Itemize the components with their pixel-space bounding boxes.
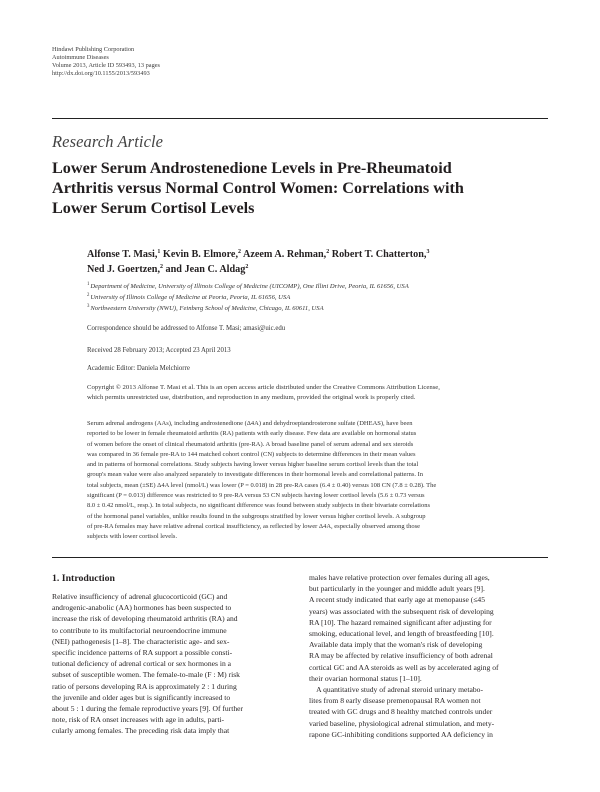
copyright-line: which permits unrestricted use, distribution, and reproduction in any medium, provided the original work is properly cited. (87, 394, 416, 402)
abstract-line: 8.0 ± 0.42 nmol/L, resp.). In total subjects, no significant difference was found between study subjects in their bivariate correlations (87, 502, 430, 510)
title-line: Lower Serum Androstenedione Levels in Pre-Rheumatoid (52, 159, 452, 177)
author-name: Kevin B. Elmore, (162, 249, 239, 260)
abstract-line: reported to be lower in female rheumatoid arthritis (RA) patients with early disease. Few data are available on hormonal status (87, 430, 417, 438)
author-name: Ned J. Goertzen, (87, 264, 160, 275)
body-line: Relative insufficiency of adrenal glucocorticoid (GC) and (52, 592, 228, 601)
body-line: their ovarian hormonal status [1–10]. (309, 673, 422, 683)
author-name: Alfonse T. Masi, (87, 249, 158, 260)
section-divider (52, 557, 548, 558)
abstract-line: of women before the onset of clinical rheumatoid arthritis (pre-RA). A broad baseline panel of serum adrenal and sex steroids (87, 440, 414, 448)
body-line: specific incidence patterns of RA support a possible consti- (52, 648, 233, 658)
abstract-line: group's mean value were also analyzed separately to investigate differences in their hormonal levels and correlational patterns. In (87, 471, 424, 479)
body-line: subset of susceptible women. The female-to-male (F : M) risk (52, 670, 240, 680)
author-affiliation-mark: 2 (238, 249, 242, 255)
affiliation-number: 3 (87, 303, 90, 309)
affiliation (87, 304, 557, 315)
section-heading: 1. Introduction (52, 573, 115, 584)
body-line: ratio of persons developing RA is approximately 2 : 1 during (52, 681, 237, 691)
body-line: A recent study indicated that early age at menopause (≤45 (309, 595, 486, 605)
body-line: lites from 8 early disease premenopausal RA women not (309, 696, 481, 706)
abstract (87, 419, 551, 543)
abstract-line: was compared in 36 female pre-RA to 144 matched cohort control (CN) subjects to determine differences in their mean values (87, 450, 416, 458)
body-line: Available data imply that the woman's risk of developing (309, 640, 483, 650)
author-list (87, 247, 527, 277)
affiliation-text: University of Illinois College of Medicine at Peoria, Peoria, IL 61656, USA (90, 293, 291, 301)
header-divider (52, 118, 548, 119)
body-line: androgenic-anabolic (AA) hormones has been suspected to (52, 603, 232, 613)
abstract-line: Serum adrenal androgens (AAs), including androstenedione (Δ4A) and dehydroepiandrosterone sulfate (DHEAS), have been (87, 420, 413, 427)
affiliation-list (87, 282, 557, 315)
body-line: increase the risk of developing rheumatoid arthritis (RA) and (52, 614, 238, 624)
abstract-line: total subjects, mean (±SE) Δ4A level (nmol/L) was lower (P = 0.018) in 28 pre-RA cases (6.4 ± 0.40) versus 108 CN (7.8 ± 0.28). The (87, 481, 437, 489)
academic-editor: Academic Editor: Daniela Melchiorre (87, 365, 190, 372)
body-line: varied baseline, physiological adrenal stimulation, and mety- (309, 718, 495, 728)
affiliation (87, 282, 557, 293)
submission-dates: Received 28 February 2013; Accepted 23 April 2013 (87, 347, 231, 354)
copyright-line: Copyright © 2013 Alfonse T. Masi et al. This is an open access article distributed under the Creative Commons Attribution License, (87, 384, 440, 391)
abstract-line: of the hormonal panel variables, unlike results found in the subgroups stratified by lower versus higher cortisol levels. A subgroup (87, 512, 426, 520)
copyright-notice (87, 383, 551, 403)
body-line: about 5 : 1 during the female reproductive years [9]. Of further (52, 704, 244, 714)
body-line: A quantitative study of adrenal steroid urinary metabo- (309, 685, 483, 695)
author-affiliation-mark: 2 (160, 264, 163, 270)
body-line: tutional deficiency of adrenal cortical or sex hormones in a (52, 659, 232, 669)
author-affiliation-mark: 1 (157, 249, 161, 255)
body-line: smoking, educational level, and length of breastfeeding [10]. (309, 629, 494, 639)
body-line: note, risk of RA onset increases with age in adults, parti- (52, 715, 225, 725)
body-line: RA may be affected by relative insufficiency of both adrenal (309, 651, 493, 661)
author-name: and Jean C. Aldag (165, 264, 246, 275)
body-column-right (309, 572, 549, 740)
paper-title (52, 158, 522, 218)
body-line: rapone GC-inhibiting conditions supported AA deficiency in (309, 729, 493, 739)
body-line: to contribute to its multifactorial neuroendocrine immune (52, 625, 227, 635)
abstract-line: of pre-RA females may have relative adrenal cortical insufficiency, as reflected by lower Δ4A, especially observed among those (87, 522, 421, 530)
body-line: (NEI) pathogenesis [1–8]. The characteristic age- and sex- (52, 636, 230, 646)
author-affiliation-mark: 2 (245, 264, 249, 270)
body-column-left (52, 591, 292, 737)
body-line: cularly among females. The preceding risk data imply that (52, 726, 230, 736)
affiliation-number: 1 (87, 282, 90, 287)
volume-info: Volume 2013, Article ID 593493, 13 pages (52, 62, 160, 70)
doi-link[interactable]: http://dx.doi.org/10.1155/2013/593493 (52, 70, 150, 78)
body-line: males have relative protection over females during all ages, (309, 573, 490, 582)
body-line: the juvenile and older ages but is significantly increased to (52, 692, 231, 702)
author-name: Azeem A. Rehman, (243, 249, 327, 260)
affiliation-text: Northwestern University (NWU), Feinberg School of Medicine, Chicago, IL 60611, USA (90, 304, 324, 312)
body-line: treated with GC drugs and 8 healthy matched controls under (309, 707, 493, 717)
abstract-line: significant (P = 0.013) difference was restricted to 9 pre-RA versus 53 CN subjects having lower cortisol levels (5.6 ± 0.73 versus (87, 492, 425, 500)
author-affiliation-mark: 3 (426, 249, 430, 255)
abstract-line: subjects with lower cortisol levels. (87, 533, 178, 541)
author-name: Robert T. Chatterton, (331, 249, 427, 260)
title-line: Arthritis versus Normal Control Women: Correlations with (52, 179, 464, 197)
body-line: RA [10]. The hazard remained significant after adjusting for (309, 617, 492, 627)
publication-info (52, 46, 160, 78)
correspondence-note: Correspondence should be addressed to Alfonse T. Masi; amasi@uic.edu (87, 325, 286, 332)
body-line: but particularly in the younger and middle adult years [9]. (309, 584, 485, 594)
affiliation-number: 2 (87, 292, 90, 298)
body-line: cortical GC and AA steroids as well as by accelerated aging of (309, 662, 499, 672)
body-line: years) was associated with the subsequent risk of developing (309, 606, 494, 616)
abstract-line: and in patterns of hormonal correlations. Study subjects having lower versus higher baseline serum cortisol levels than the total (87, 461, 419, 469)
title-line: Lower Serum Cortisol Levels (52, 199, 255, 217)
article-type: Research Article (52, 132, 164, 151)
affiliation (87, 293, 557, 304)
publisher-name: Hindawi Publishing Corporation (52, 46, 135, 53)
author-affiliation-mark: 2 (326, 249, 330, 255)
journal-name: Autoimmune Diseases (52, 54, 109, 62)
affiliation-text: Department of Medicine, University of Illinois College of Medicine (UICOMP), One Illini Drive, Peoria, IL 61656, USA (90, 283, 409, 290)
